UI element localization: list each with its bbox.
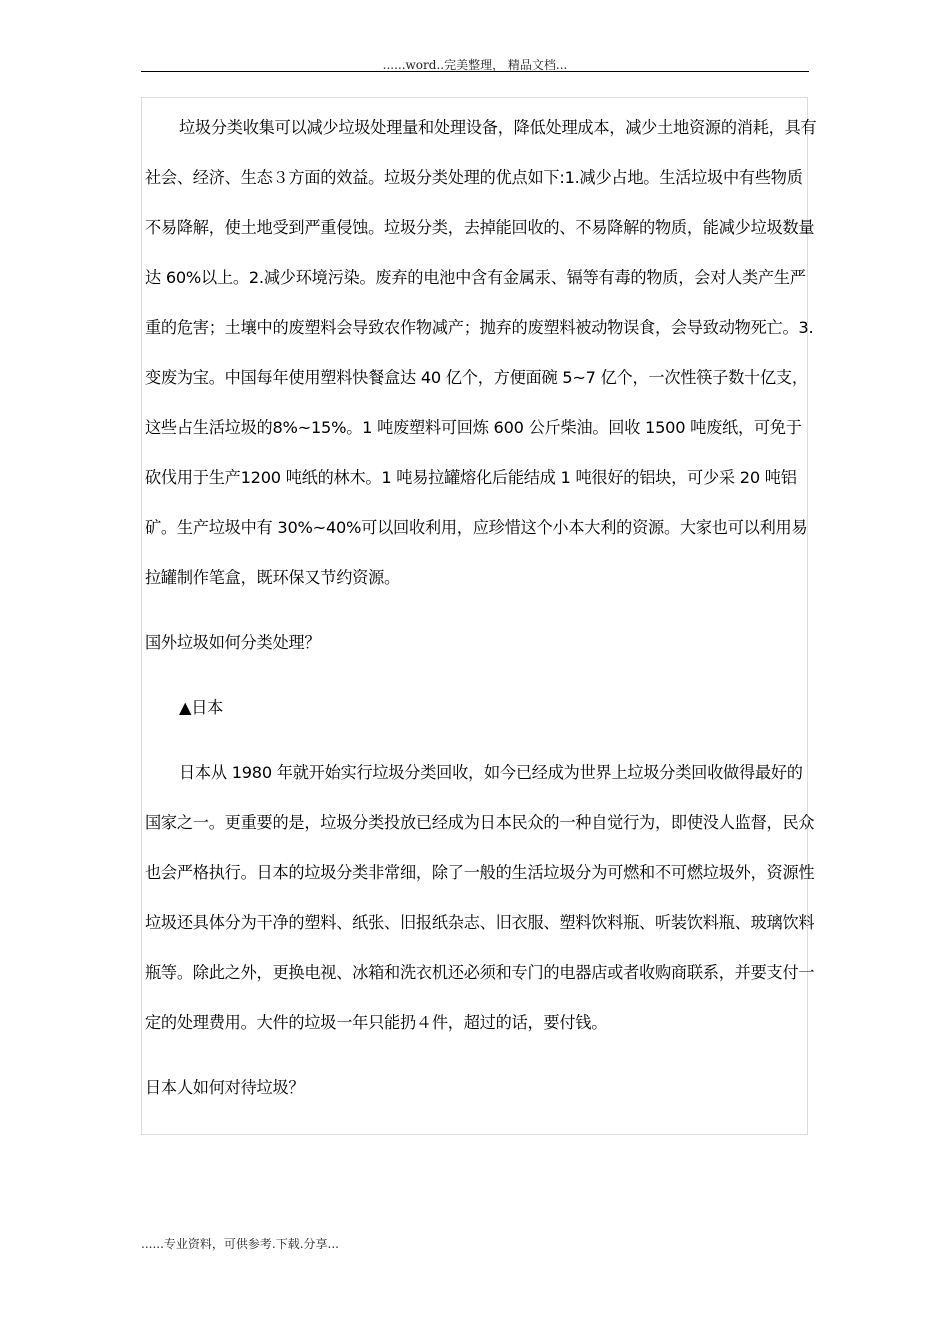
page-footer: ......专业资料，可供参考.下载.分享... bbox=[141, 1237, 339, 1251]
paragraph-japan: 日本从 1980 年就开始实行垃圾分类回收，如今已经成为世界上垃圾分类回收做得最好的国家之一。更重要的是，垃圾分类投放已经成为日本民众的一种自觉行为，即使没人监督，民众也会严格执行。日本的垃圾分类非常细，除了一般的生活垃圾分为可燃和不可燃垃圾外，资源性垃圾还具体分为干净的塑料、纸张、旧报纸杂志、旧衣服、塑料饮料瓶、听装饮料瓶、玻璃饮料瓶等。除此之外，更换电视、冰箱和洗衣机还必须和专门的电器店或者收购商联系，并要支付一定的处理费用。大件的垃圾一年只能扔４件，超过的话，要付钱。 bbox=[145, 763, 815, 1032]
question-foreign-sorting: 国外垃圾如何分类处理？ bbox=[145, 633, 321, 652]
section-heading-japan: ▲日本 bbox=[179, 698, 224, 717]
document-body bbox=[145, 103, 817, 1113]
question-japanese-attitude: 日本人如何对待垃圾？ bbox=[145, 1078, 305, 1097]
paragraph-benefits: 垃圾分类收集可以减少垃圾处理量和处理设备，降低处理成本，减少土地资源的消耗，具有社会、经济、生态３方面的效益。垃圾分类处理的优点如下:1.减少占地。生活垃圾中有些物质不易降解，使土地受到严重侵蚀。垃圾分类，去掉能回收的、不易降解的物质，能减少垃圾数量达 60%以上。2.减少环境污染。废弃的电池中含有金属汞、镉等有毒的物质，会对人类产生严重的危害；土壤中的废塑料会导致农作物减产；抛弃的废塑料被动物误食，会导致动物死亡。3.变废为宝。中国每年使用塑料快餐盒达 40 亿个，方便面碗 5~7 亿个，一次性筷子数十亿支，这些占生活垃圾的8%~15%。1 吨废塑料可回炼 600 公斤柴油。回收 1500 吨废纸，可免于砍伐用于生产1200 吨纸的林木。1 吨易拉罐熔化后能结成 1 吨很好的铝块，可少采 20 吨铝矿。生产垃圾中有 30%~40%可以回收利用，应珍惜这个小本大利的资源。大家也可以利用易拉罐制作笔盒，既环保又节约资源。 bbox=[145, 118, 817, 587]
header-rule bbox=[141, 71, 809, 72]
page-header: ......word..完美整理， 精品文档... bbox=[382, 58, 568, 72]
